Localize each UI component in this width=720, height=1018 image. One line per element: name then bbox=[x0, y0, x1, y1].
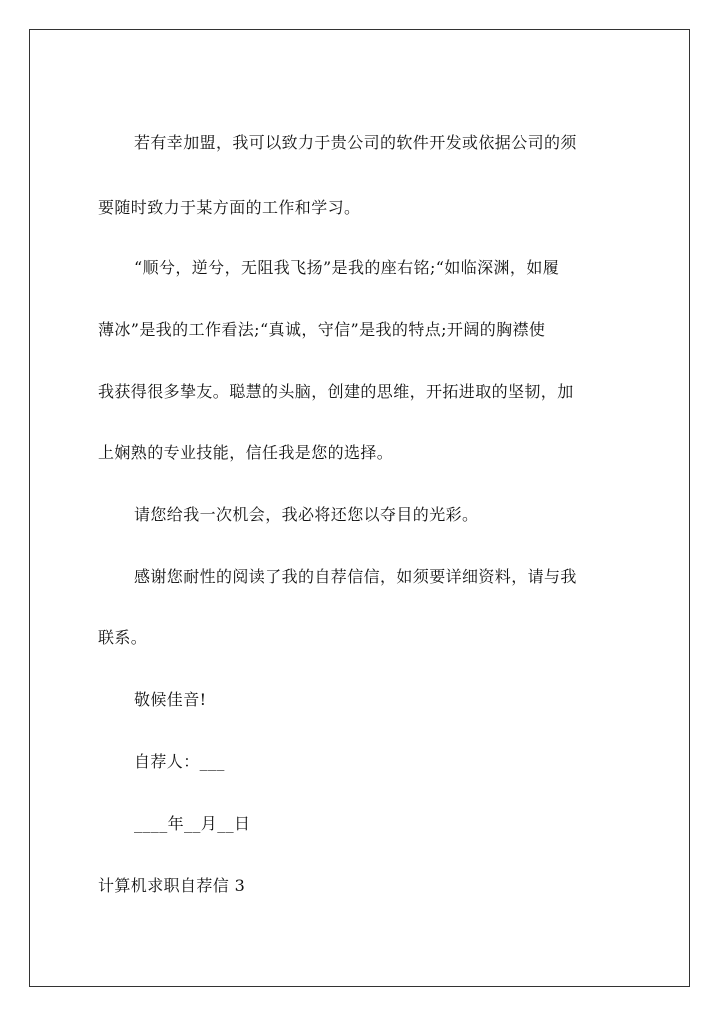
paragraph-line: 薄冰”是我的工作看法;“真诚，守信”是我的特点;开阔的胸襟使 bbox=[98, 320, 546, 339]
paragraph-line: 请您给我一次机会，我必将还您以夺目的光彩。 bbox=[134, 505, 479, 524]
paragraph-line: 上娴熟的专业技能，信任我是您的选择。 bbox=[98, 443, 394, 462]
date-line: ____年__月__日 bbox=[134, 814, 251, 833]
paragraph-line: 联系。 bbox=[98, 628, 148, 647]
paragraph-line: 我获得很多挚友。聪慧的头脑，创建的思维，开拓进取的坚韧，加 bbox=[98, 382, 574, 401]
paragraph-line: 要随时致力于某方面的工作和学习。 bbox=[98, 198, 361, 217]
section-heading: 计算机求职自荐信 3 bbox=[98, 876, 246, 895]
signature-line: 自荐人：___ bbox=[134, 752, 225, 771]
paragraph-line: 若有幸加盟，我可以致力于贵公司的软件开发或依据公司的须 bbox=[134, 133, 577, 152]
document-page bbox=[29, 29, 690, 987]
paragraph-line: “顺兮，逆兮，无阻我飞扬”是我的座右铭;“如临深渊，如履 bbox=[134, 258, 560, 277]
paragraph-line: 感谢您耐性的阅读了我的自荐信信，如须要详细资料，请与我 bbox=[134, 567, 577, 586]
closing-line: 敬候佳音! bbox=[134, 690, 207, 709]
